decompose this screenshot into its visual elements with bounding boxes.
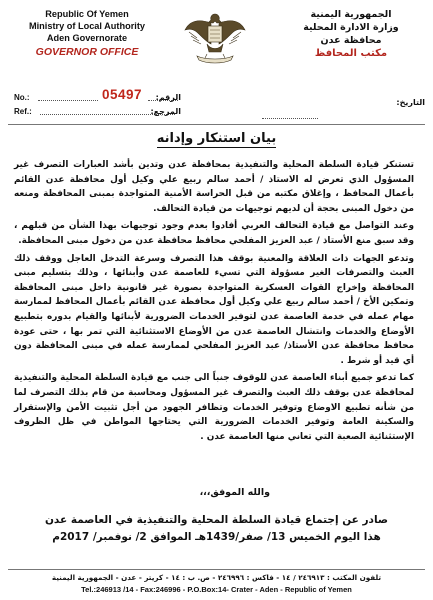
reference-number: 05497: [102, 87, 143, 102]
yemen-eagle-emblem-icon: [183, 8, 247, 70]
closing-phrase: والله الموفق،،،: [199, 487, 270, 498]
ref-label: Ref.:: [14, 107, 32, 116]
body-paragraph-3: وتدعو الجهات ذات العلاقة والمعنية بوقف هذا التصرف وسرعة التدخل العاجل ووقف ذلك العبث والتصرفات الغير مسؤولة التي تسيء للعاصمة عدن وأبنائها ، وذلك بتسليم مبنى المحافظة وإخراج القوات العسكرية المتواجدة بصورة غير قانونية داخل مبنى المحافظة وتمكين الأخ / أحمد سالم ربيع علي وكيل أول محافظة عدن القائم بأعمال المحافظ لممارسة مهام عمله في خدمة العاصمة عدن لتوفير الخدمات الضرورية لأبنائها والقيام بدوره بتطبيع الأوضاع والخدمات وانتشال العاصمة عدن من الأوضاع الاستثنائية التي تمر بها ، حتى عودة محافظ محافظة عدن الأستاذ/ عبد العزيز المفلحي لممارسة عمله في مبنى المحافظة دون أي قيد أو شرط .: [14, 253, 414, 366]
footer-divider: [8, 569, 425, 570]
header-ar-ministry: وزارة الادارة المحلية: [303, 22, 399, 33]
no-label-ar: الرقم:: [155, 93, 181, 102]
no-dots: [38, 92, 98, 101]
date-dots: [262, 118, 318, 119]
body-paragraph-1: تستنكر قيادة السلطة المحلية والتنفيذية بمحافظة عدن وتدين بأشد العبارات التصرف غير المسؤول الذي تعرض له الاستاذ / أحمد سالم ربيع علي وكيل أول محافظة عدن القائم بأعمال المحافظ ، وإغلاق مكتبه من قبل الحراسة الأمنية المتواجدة بمبنى المحافظة ومنعه من دخول المبنى بحجة أن لديهم توجيهات من قيادة التحالف.: [14, 160, 414, 214]
header-ar-office: مكتب المحافظ: [314, 48, 388, 59]
header-divider: [8, 124, 425, 125]
footer-english-contact: Tel.:246913 /14 - Fax:246996 - P.O.Box:14- Crater - Aden - Republic of Yemen: [81, 585, 352, 594]
header-ar-country: الجمهورية اليمنية: [310, 9, 392, 20]
header-ar-governorate: محافظة عدن: [320, 35, 382, 46]
header-en-office: GOVERNOR OFFICE: [35, 46, 139, 58]
header-en-ministry: Ministry of Local Authority: [28, 21, 146, 31]
document-body: [14, 158, 414, 447]
header-en-governorate: Aden Governorate: [46, 33, 128, 43]
issued-by-line: صادر عن إجتماع قيادة السلطة المحلية والتنفيذية في العاصمة عدن: [44, 514, 389, 526]
header-en-country: Republic Of Yemen: [45, 9, 129, 19]
ref-label-ar: المرجع:: [150, 107, 181, 116]
no-label: No.:: [14, 93, 30, 102]
document-title-text: بيان استنكار وإدانه: [156, 131, 277, 146]
document-title: [0, 131, 433, 146]
body-paragraph-4: كما تدعو جميع أبناء العاصمة عدن للوقوف جنباً الى جنب مع قيادة السلطة المحلية والتنفيذية لمحافظة عدن بوقف ذلك العبث والتصرف غير المسؤول ومحاسبة من قام بذلك التصرف لما من شأنه تطبيع الاوضاع وتوفير الخدمات وتظافر الجهود من أجل تثبيت الأمن والإستقرار والسكينة العامة وتوفير الخدمات الضرورية التي يحتاجها المواطن في ظل الظروف الإستثنائية الصعبة التي تعاني منها العاصمة عدن .: [14, 373, 414, 442]
issued-date-line: هذا اليوم الخميس 13/ صفر/1439هـ الموافق 2/ نوفمبر/ 2017م: [52, 531, 381, 543]
footer-arabic-contact: تلفون المكتب : ٢٤٦٩١٣ / ١٤ - فاكس : ٢٤٦٩٩٦ - ص. ب : ١٤ - كريتر - عدن - الجمهورية اليمنية: [51, 573, 382, 582]
body-paragraph-2: وعند التواصل مع قيادة التحالف العربي أفادوا بعدم وجود توجيهات بهذا الشأن من قبلهم ، وقد سبق منع الأستاذ / عبد العزيز المفلحي محافظ محافظة عدن من دخول مبنى المحافظة.: [14, 221, 414, 246]
header-arabic-block: [281, 8, 421, 60]
header-english-block: [12, 8, 162, 58]
date-label-ar: التاريخ:: [396, 98, 425, 107]
